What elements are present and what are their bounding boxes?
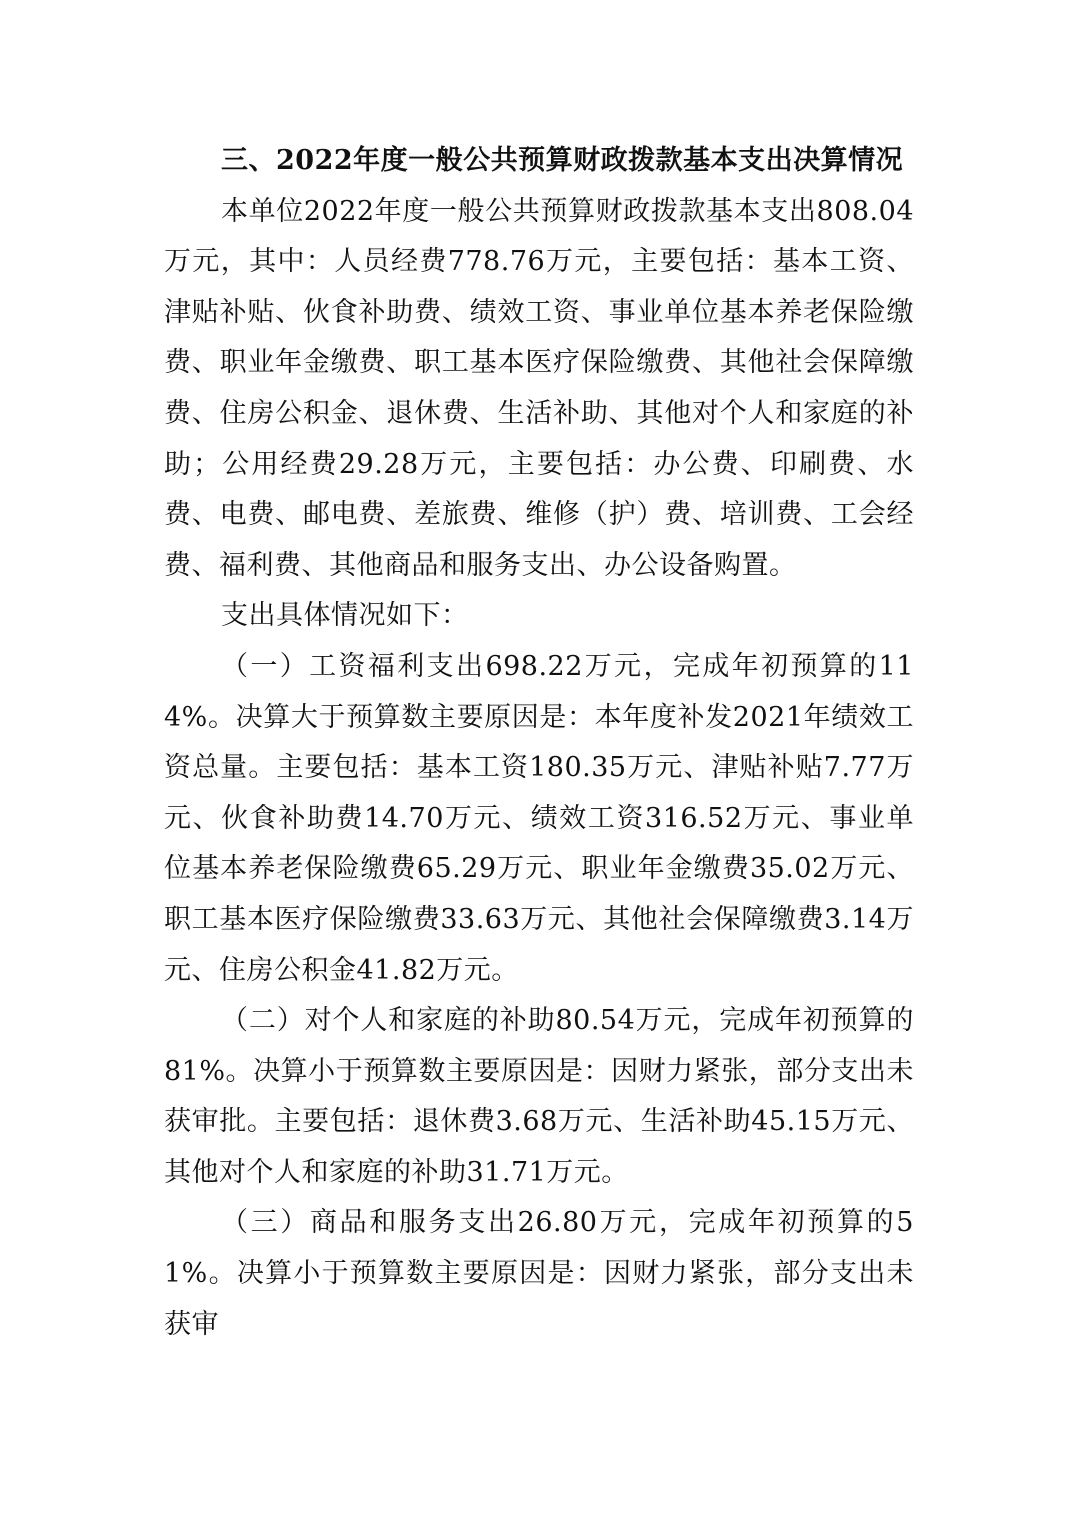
paragraph-details-intro: 支出具体情况如下： [221, 600, 469, 632]
paragraph-goods-services: （三）商品和服务支出26.80万元，完成年初预算的51%。决算小于预算数主要原因是：因财力紧张，部分支出未获审 [164, 1207, 914, 1340]
paragraph-basic-expenditure-summary: 本单位2022年度一般公共预算财政拨款基本支出808.04万元，其中：人员经费778.76万元，主要包括：基本工资、津贴补贴、伙食补助费、绩效工资、事业单位基本养老保险缴费、职业年金缴费、职工基本医疗保险缴费、其他社会保障缴费、住房公积金、退休费、生活补助、其他对个人和家庭的补助；公用经费29.28万元，主要包括：办公费、印刷费、水费、电费、邮电费、差旅费、维修（护）费、培训费、工会经费、福利费、其他商品和服务支出、办公设备购置。 [164, 195, 914, 581]
paragraph-wages-welfare: （一）工资福利支出698.22万元，完成年初预算的114%。决算大于预算数主要原因是：本年度补发2021年绩效工资总量。主要包括：基本工资180.35万元、津贴补贴7.77万元、伙食补助费14.70万元、绩效工资316.52万元、事业单位基本养老保险缴费65.29万元、职业年金缴费35.02万元、职工基本医疗保险缴费33.63万元、其他社会保障缴费3.14万元、住房公积金41.82万元。 [164, 650, 914, 986]
section-heading: 三、2022年度一般公共预算财政拨款基本支出决算情况 [221, 145, 904, 176]
paragraph-household-subsidies: （二）对个人和家庭的补助80.54万元，完成年初预算的81%。决算小于预算数主要原因是：因财力紧张，部分支出未获审批。主要包括：退休费3.68万元、生活补助45.15万元、其他对个人和家庭的补助31.71万元。 [164, 1005, 914, 1188]
document-body [164, 136, 914, 1350]
